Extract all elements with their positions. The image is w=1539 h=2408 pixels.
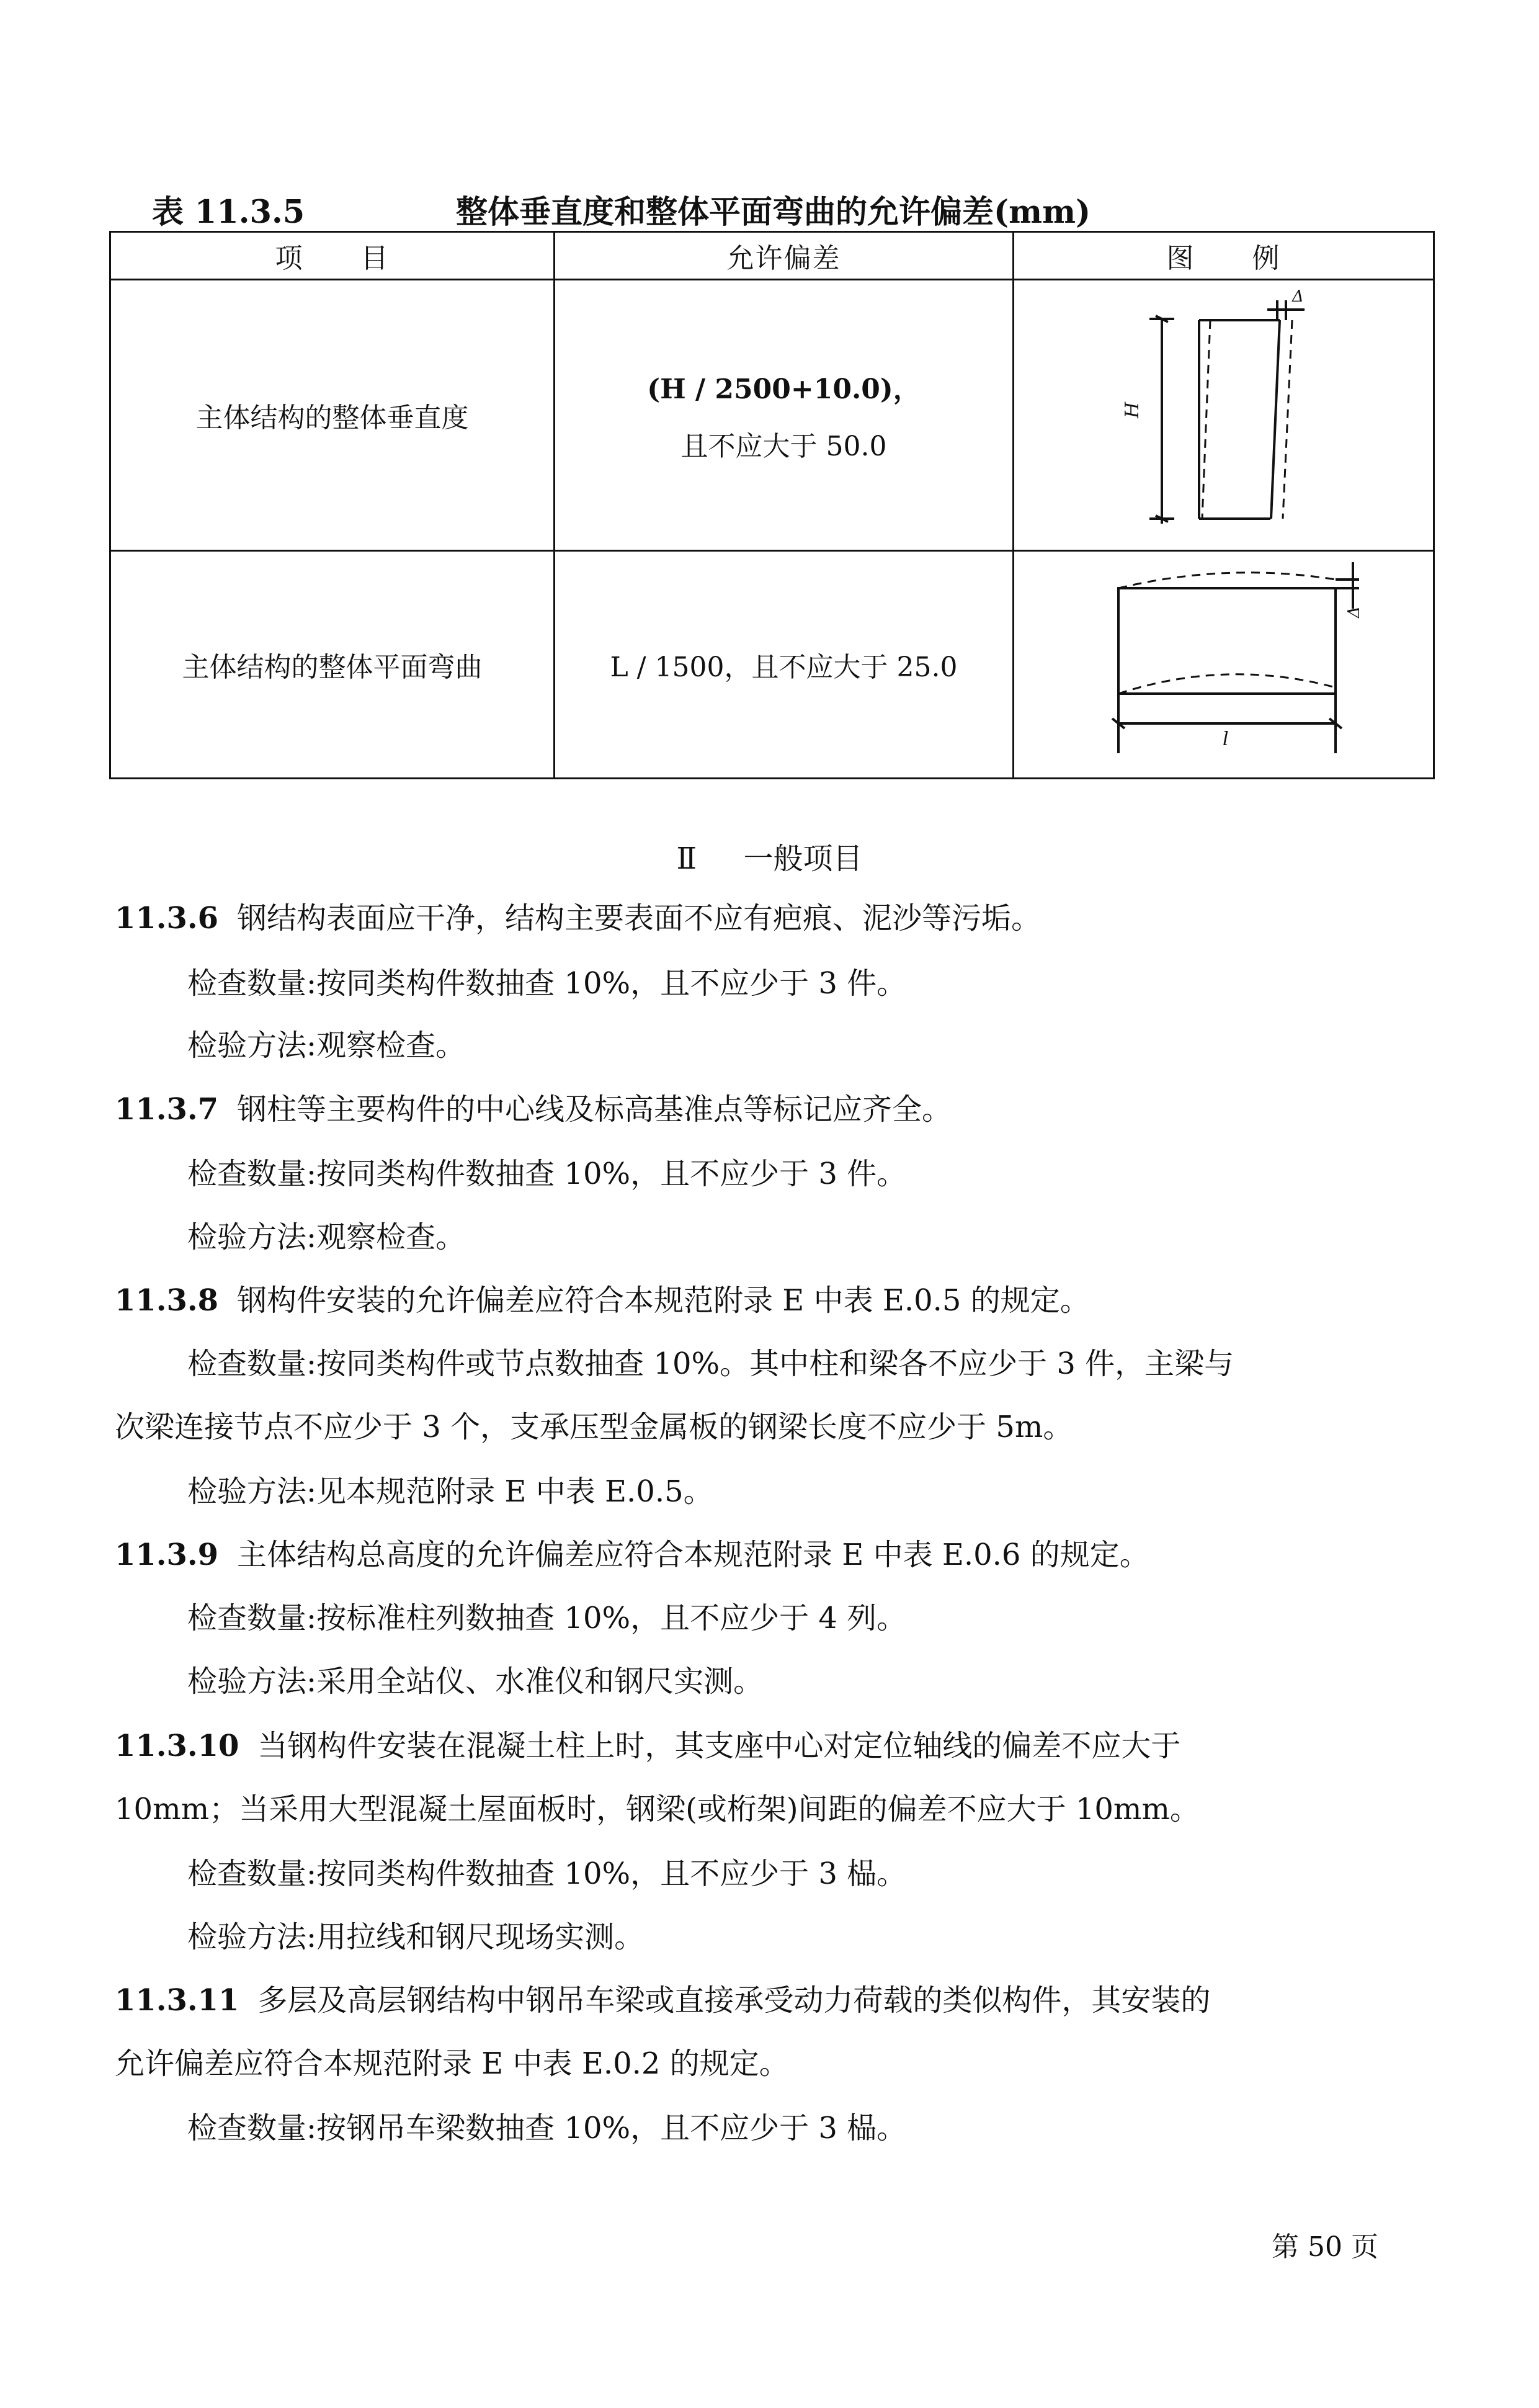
clause-line: 检验方法:见本规范附录 E 中表 E.0.5。 bbox=[187, 1474, 713, 1509]
header-tolerance: 允许偏差 bbox=[555, 232, 1014, 280]
tolerance-formula: (H / 2500+10.0)， bbox=[647, 374, 921, 405]
table-row bbox=[110, 551, 1434, 779]
clause-text: 主体结构总高度的允许偏差应符合本规范附录 E 中表 E.0.6 的规定。 bbox=[237, 1537, 1149, 1572]
clause-line: 检查数量:按同类构件数抽查 10%，且不应少于 3 榀。 bbox=[187, 1856, 907, 1891]
clause-number: 11.3.10 bbox=[115, 1729, 239, 1763]
clause-text: 钢结构表面应干净，结构主要表面不应有疤痕、泥沙等污垢。 bbox=[237, 901, 1042, 936]
clause bbox=[115, 1282, 1436, 1319]
clause-number: 11.3.7 bbox=[115, 1092, 219, 1127]
table-title: 整体垂直度和整体平面弯曲的允许偏差(mm) bbox=[456, 194, 1091, 231]
item-cell: 主体结构的整体垂直度 bbox=[110, 280, 555, 551]
figure-label-delta: Δ bbox=[1291, 287, 1304, 306]
clause-line: 检验方法:观察检查。 bbox=[187, 1028, 466, 1063]
flatness-diagram bbox=[1063, 556, 1385, 767]
figure-cell bbox=[1014, 280, 1434, 551]
figure-label-delta: Δ bbox=[1344, 606, 1363, 618]
clause-number: 11.3.11 bbox=[115, 1983, 239, 2018]
tolerance-table bbox=[109, 231, 1435, 779]
section-title: 一般项目 bbox=[743, 841, 863, 876]
figure-cell bbox=[1014, 551, 1434, 779]
clause bbox=[115, 1536, 1436, 1573]
clause-text: 当钢构件安装在混凝土柱上时，其支座中心对定位轴线的偏差不应大于 bbox=[257, 1729, 1181, 1763]
clause-line: 10mm；当采用大型混凝土屋面板时，钢梁(或桁架)间距的偏差不应大于 10mm。 bbox=[115, 1792, 1200, 1827]
section-heading bbox=[0, 835, 1539, 877]
item-cell: 主体结构的整体平面弯曲 bbox=[110, 551, 555, 779]
clause-line: 检验方法:观察检查。 bbox=[187, 1220, 466, 1255]
clause-line: 检查数量:按钢吊车梁数抽查 10%，且不应少于 3 榀。 bbox=[187, 2111, 907, 2146]
figure-label-h: H bbox=[1121, 401, 1143, 418]
figure-label-l: l bbox=[1222, 728, 1229, 750]
clause-line: 检查数量:按标准柱列数抽查 10%，且不应少于 4 列。 bbox=[187, 1601, 907, 1636]
table-number: 表 11.3.5 bbox=[152, 194, 305, 231]
page-number: 第 50 页 bbox=[1272, 2231, 1378, 2263]
clause-line: 检验方法:采用全站仪、水准仪和钢尺实测。 bbox=[187, 1664, 764, 1699]
clause bbox=[115, 900, 1436, 937]
header-figure: 图 例 bbox=[1014, 232, 1434, 280]
clause-text: 多层及高层钢结构中钢吊车梁或直接承受动力荷载的类似构件，其安装的 bbox=[257, 1983, 1211, 2018]
clause-line: 检查数量:按同类构件数抽查 10%，且不应少于 3 件。 bbox=[187, 966, 907, 1001]
clause-text: 钢柱等主要构件的中心线及标高基准点等标记应齐全。 bbox=[237, 1092, 952, 1127]
verticality-diagram bbox=[1094, 288, 1354, 536]
clause-line: 检查数量:按同类构件或节点数抽查 10%。其中柱和梁各不应少于 3 件，主梁与 bbox=[187, 1346, 1234, 1381]
clause-number: 11.3.8 bbox=[115, 1283, 219, 1318]
header-item: 项 目 bbox=[110, 232, 555, 280]
table-caption bbox=[152, 186, 1091, 232]
clause-line: 次梁连接节点不应少于 3 个，支承压型金属板的钢梁长度不应少于 5m。 bbox=[115, 1410, 1073, 1444]
clause bbox=[115, 1982, 1436, 2019]
clause-line: 检查数量:按同类构件数抽查 10%，且不应少于 3 件。 bbox=[187, 1157, 907, 1191]
clause-number: 11.3.6 bbox=[115, 901, 219, 936]
section-roman: Ⅱ bbox=[676, 841, 697, 876]
tolerance-limit: 且不应大于 50.0 bbox=[680, 431, 887, 462]
clause-line: 允许偏差应符合本规范附录 E 中表 E.0.2 的规定。 bbox=[115, 2046, 789, 2081]
tolerance-cell: L / 1500，且不应大于 25.0 bbox=[555, 551, 1014, 779]
clause-line: 检验方法:用拉线和钢尺现场实测。 bbox=[187, 1920, 645, 1954]
clause-number: 11.3.9 bbox=[115, 1537, 219, 1572]
tolerance-cell bbox=[555, 280, 1014, 551]
clause bbox=[115, 1727, 1436, 1765]
clause bbox=[115, 1091, 1436, 1128]
table-row bbox=[110, 280, 1434, 551]
clause-text: 钢构件安装的允许偏差应符合本规范附录 E 中表 E.0.5 的规定。 bbox=[237, 1283, 1090, 1318]
